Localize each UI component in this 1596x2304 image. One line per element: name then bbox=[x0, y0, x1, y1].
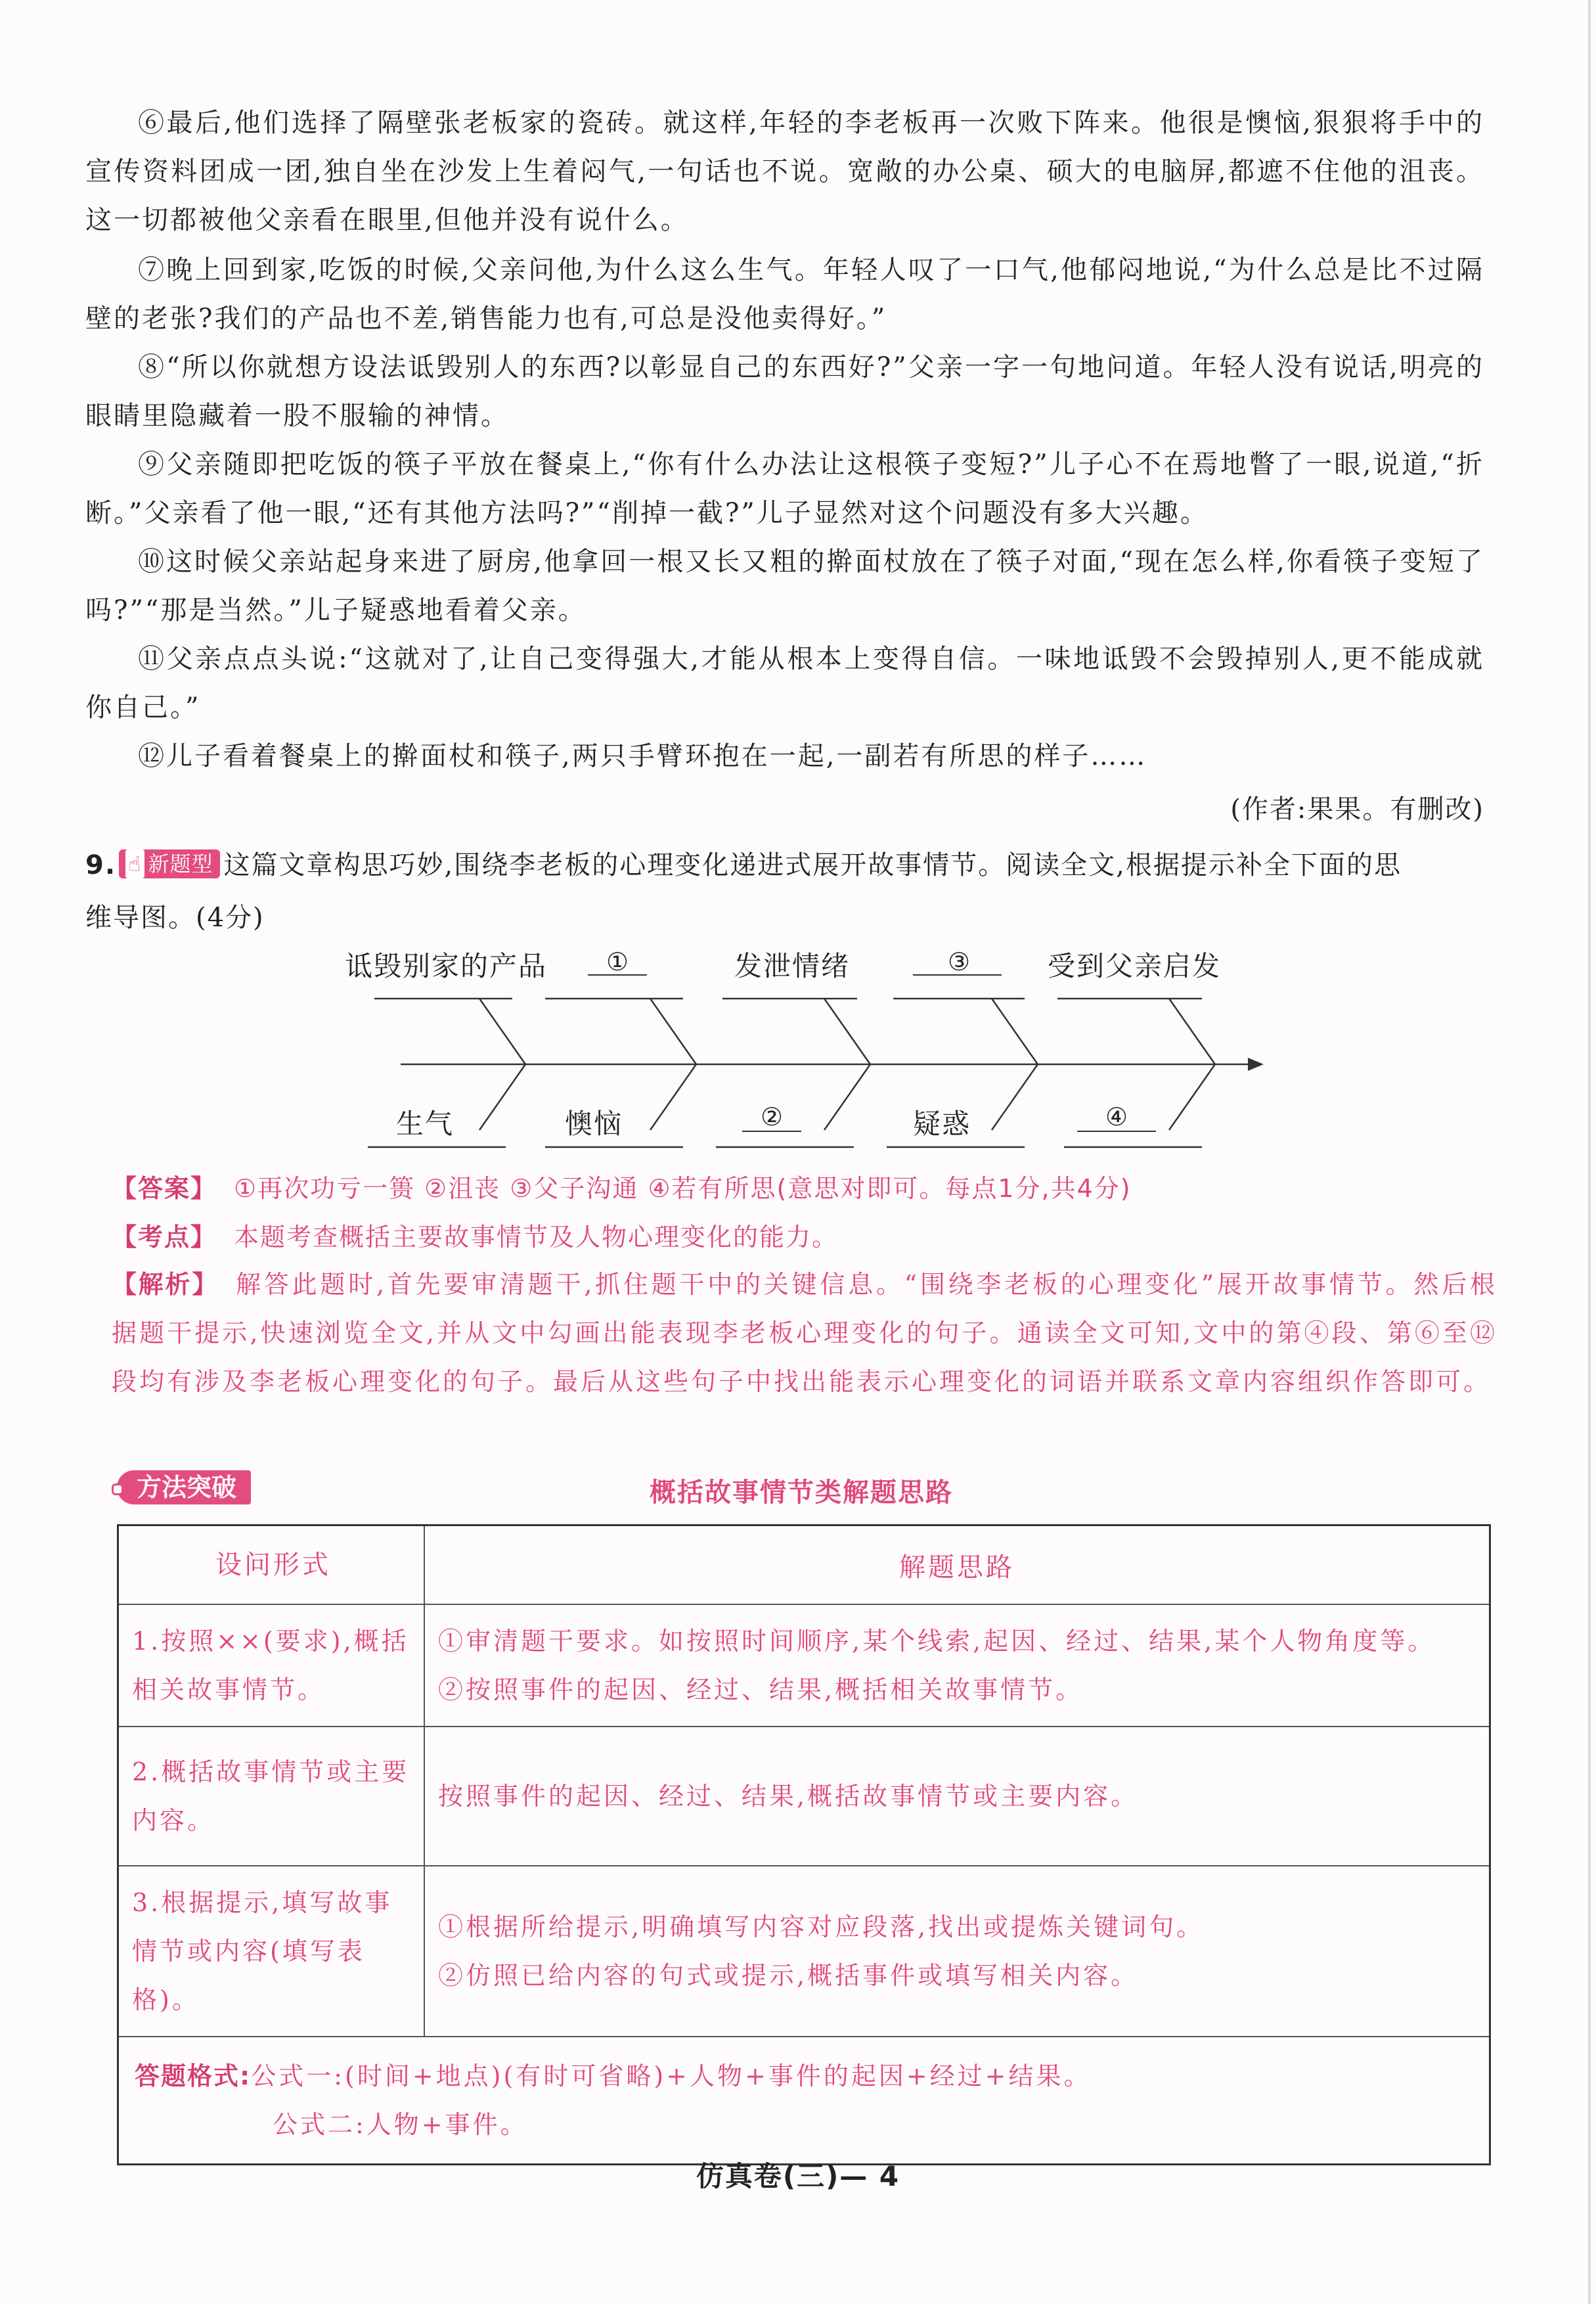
header-form: 设问形式 bbox=[118, 1525, 425, 1605]
kaodian-tag: 【考点】 bbox=[112, 1223, 217, 1252]
answer-tag: 【答案】 bbox=[112, 1174, 217, 1203]
blank-3: ③ bbox=[947, 947, 971, 976]
method-title: 概括故事情节类解题思路 bbox=[650, 1478, 953, 1508]
table-row bbox=[118, 1604, 1490, 1727]
paragraph-6: ⑥最后,他们选择了隔壁张老板家的瓷砖。就这样,年轻的李老板再一次败下阵来。他很是懊恼,狠狠将手中的宣传资料团成一团,独自坐在沙发上生着闷气,一句话也不说。宽敞的办公桌、硕大的电脑屏,都遮不住他的沮丧。这一切都被他父亲看在眼里,但他并没有说什么。 bbox=[85, 108, 1484, 235]
paragraph-9: ⑨父亲随即把吃饭的筷子平放在餐桌上,“你有什么办法让这根筷子变短?”儿子心不在焉地瞥了一眼,说道,“折断。”父亲看了他一眼,“还有其他方法吗?”“削掉一截?”儿子显然对这个问题没有多大兴趣。 bbox=[85, 449, 1484, 528]
paragraph-7: ⑦晚上回到家,吃饭的时候,父亲问他,为什么这么生气。年轻人叹了一口气,他郁闷地说,“为什么总是比不过隔壁的老张?我们的产品也不差,销售能力也有,可总是没他卖得好。” bbox=[85, 255, 1484, 334]
top-label-3: 发泄情绪 bbox=[734, 950, 851, 982]
top-label-5: 受到父亲启发 bbox=[1048, 950, 1222, 982]
idea-line: ①根据所给提示,明确填写内容对应段落,找出或提炼关键词句。 bbox=[438, 1912, 1205, 1941]
idea-line: ②按照事件的起因、经过、结果,概括相关故事情节。 bbox=[438, 1675, 1084, 1704]
top-label-1: 诋毁别家的产品 bbox=[345, 950, 548, 982]
thumbs-up-icon: ☝ bbox=[125, 849, 144, 878]
analysis-text: 解答此题时,首先要审清题干,抓住题干中的关键信息。“围绕李老板的心理变化”展开故事情节。然后根据题干提示,快速浏览全文,并从文中勾画出能表现李老板心理变化的句子。通读全文可知,文中的第④段、第⑥至⑫段均有涉及李老板心理变化的句子。最后从这些句子中找出能表示心理变化的词语并联系文章内容组织作答即可。 bbox=[112, 1270, 1497, 1396]
new-type-badge bbox=[119, 849, 220, 878]
blank-2: ② bbox=[760, 1102, 784, 1131]
kaodian-text: 本题考查概括主要故事情节及人物心理变化的能力。 bbox=[234, 1223, 839, 1252]
row-ideas bbox=[424, 1866, 1490, 2037]
table-header-row bbox=[118, 1525, 1490, 1605]
author-credit: (作者:果果。有删改) bbox=[1230, 794, 1484, 824]
bottom-label-1: 生气 bbox=[396, 1108, 454, 1140]
row-form: 1.按照××(要求),概括相关故事情节。 bbox=[118, 1604, 425, 1727]
formula-1: 公式一:(时间+地点)(有时可省略)+人物+事件的起因+经过+结果。 bbox=[251, 2062, 1092, 2090]
row-ideas bbox=[424, 1604, 1490, 1727]
answer-format bbox=[118, 2037, 1490, 2165]
idea-line: ②仿照已给内容的句式或提示,概括事件或填写相关内容。 bbox=[438, 1961, 1139, 1990]
row-ideas bbox=[424, 1727, 1490, 1866]
format-label: 答题格式: bbox=[135, 2062, 252, 2090]
row-form: 3.根据提示,填写故事情节或内容(填写表格)。 bbox=[118, 1866, 425, 2037]
analysis-tag: 【解析】 bbox=[112, 1270, 219, 1299]
kaodian-row bbox=[112, 1213, 1497, 1261]
table-row bbox=[118, 1866, 1490, 2037]
badge-text: 新题型 bbox=[148, 851, 213, 876]
idea-line: ①审清题干要求。如按照时间顺序,某个线索,起因、经过、结果,某个人物角度等。 bbox=[438, 1627, 1436, 1656]
paragraph-10: ⑩这时候父亲站起身来进了厨房,他拿回一根又长又粗的擀面杖放在了筷子对面,“现在怎么样,你看筷子变短了吗?”“那是当然。”儿子疑惑地看着父亲。 bbox=[85, 547, 1484, 625]
question-text-line2: 维导图。(4分) bbox=[85, 903, 265, 933]
answer-row bbox=[112, 1164, 1497, 1213]
bottom-label-4: 疑惑 bbox=[913, 1108, 971, 1140]
idea-line: 按照事件的起因、经过、结果,概括故事情节或主要内容。 bbox=[438, 1782, 1139, 1811]
format-row bbox=[118, 2037, 1490, 2165]
fishbone-mind-map bbox=[0, 933, 1596, 1183]
bottom-label-2: 懊恼 bbox=[565, 1108, 623, 1140]
analysis-block bbox=[112, 1260, 1497, 1406]
bullet-dot-icon bbox=[112, 1483, 123, 1495]
question-9 bbox=[85, 839, 1484, 944]
blank-1: ① bbox=[606, 947, 629, 976]
answer-text: ①再次功亏一篑 ②沮丧 ③父子沟通 ④若有所思(意思对即可。每点1分,共4分) bbox=[234, 1174, 1132, 1203]
paragraph-8: ⑧“所以你就想方设法诋毁别人的东西?以彰显自己的东西好?”父亲一字一句地问道。年轻人没有说话,明亮的眼睛里隐藏着一股不服输的神情。 bbox=[85, 352, 1484, 431]
method-table bbox=[117, 1524, 1491, 2165]
question-number: 9. bbox=[85, 850, 117, 880]
paragraph-11: ⑪父亲点点头说:“这就对了,让自己变得强大,才能从根本上变得自信。一味地诋毁不会毁掉别人,更不能成就你自己。” bbox=[85, 644, 1484, 723]
row-form: 2.概括故事情节或主要内容。 bbox=[118, 1727, 425, 1866]
page-footer: 仿真卷(三)— 4 bbox=[696, 2160, 900, 2192]
blank-4: ④ bbox=[1105, 1102, 1128, 1131]
formula-2: 公式二:人物+事件。 bbox=[273, 2110, 528, 2139]
binding-edge bbox=[1588, 0, 1591, 2304]
question-text-line1: 这篇文章构思巧妙,围绕李老板的心理变化递进式展开故事情节。阅读全文,根据提示补全下面的思 bbox=[223, 850, 1402, 880]
table-row bbox=[118, 1727, 1490, 1866]
method-badge: 方法突破 bbox=[117, 1470, 251, 1504]
paragraph-12: ⑫儿子看着餐桌上的擀面杖和筷子,两只手臂环抱在一起,一副若有所思的样子…… bbox=[138, 741, 1147, 771]
header-ideas: 解题思路 bbox=[424, 1525, 1490, 1605]
